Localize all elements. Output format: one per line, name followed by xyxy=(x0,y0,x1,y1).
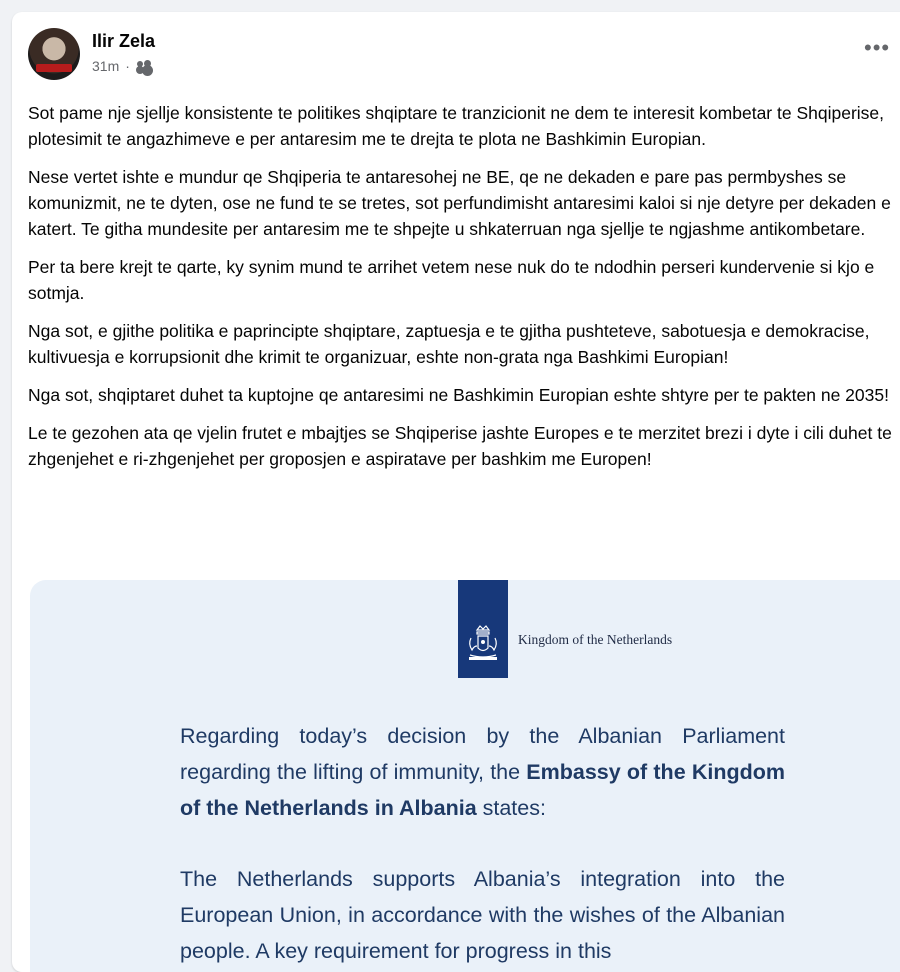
author-avatar[interactable] xyxy=(28,28,80,80)
avatar-badge xyxy=(36,64,72,72)
statement-paragraph-2: The Netherlands supports Albania’s integration into the European Union, in accordance with the wishes of the Albanian people. A key requirement for progress in this xyxy=(180,867,785,963)
post-meta xyxy=(92,58,152,74)
post-time[interactable]: 31m xyxy=(92,58,120,74)
statement-text: Regarding today’s decision by the Albanian Parliament regarding the lifting of immunity, the xyxy=(180,724,785,784)
statement-text-end: states: xyxy=(476,796,546,820)
post-image[interactable] xyxy=(30,580,900,972)
more-options-button[interactable]: ••• xyxy=(864,35,891,60)
statement-bold-text: Embassy of the Kingdom of the Netherlands in Albania xyxy=(180,760,785,820)
post-header xyxy=(12,12,900,94)
logo-text: Kingdom of the Netherlands xyxy=(518,632,673,647)
author-name[interactable]: Ilir Zela xyxy=(92,31,156,51)
post-paragraph-5: Nga sot, shqiptaret duhet ta kuptojne qe antaresimi ne Bashkimin Europian eshte shtyre per te pakten ne 2035! xyxy=(28,385,889,405)
post-text xyxy=(12,100,900,472)
embassy-statement xyxy=(180,718,785,972)
post-paragraph-3: Per ta bere krejt te qarte, ky synim mund te arrihet vetem nese nuk do te ndodhin perseri kundervenie si kjo e sotmja. xyxy=(28,257,875,303)
friends-icon[interactable] xyxy=(136,60,152,72)
post-paragraph-6: Le te gezohen ata qe vjelin frutet e mbajtjes se Shqiperise jashte Europes e te merzitet brezi i dyte i cili duhet te zhgenjehet e ri-zhgenjehet per groposjen e aspiratave per bashkim me Europen! xyxy=(28,423,892,469)
statement-paragraph-1 xyxy=(180,718,785,826)
post-paragraph-4: Nga sot, e gjithe politika e paprincipte shqiptare, zaptuesja e te gjitha pushteteve, sabotuesja e demokracise, kultivuesja e korrupsionit dhe krimit te organizuar, eshte non-grata nga Bashkimi Europian! xyxy=(28,321,870,367)
coat-of-arms-icon xyxy=(466,624,500,664)
meta-separator: · xyxy=(125,58,130,74)
post-paragraph-2: Nese vertet ishte e mundur qe Shqiperia te antaresohej ne BE, qe ne dekaden e pare pas permbyshes se komunizmit, ne te dyten, ose ne fund te se tretes, sot perfundimisht antaresimi kaloi si nje detyre per dekaden e katert. Te githa mundesite per antaresim me te shpejte u shkaterruan nga sjellje te ngjashme antikombetare. xyxy=(28,167,891,239)
netherlands-logo xyxy=(458,580,508,678)
post-card xyxy=(12,12,900,972)
post-paragraph-1: Sot pame nje sjellje konsistente te politikes shqiptare te tranzicionit ne dem te interesit kombetar te Shqiperise, plotesimit te angazhimeve e per antaresim me te drejta te plota ne Bashkimin Europian. xyxy=(28,103,885,149)
